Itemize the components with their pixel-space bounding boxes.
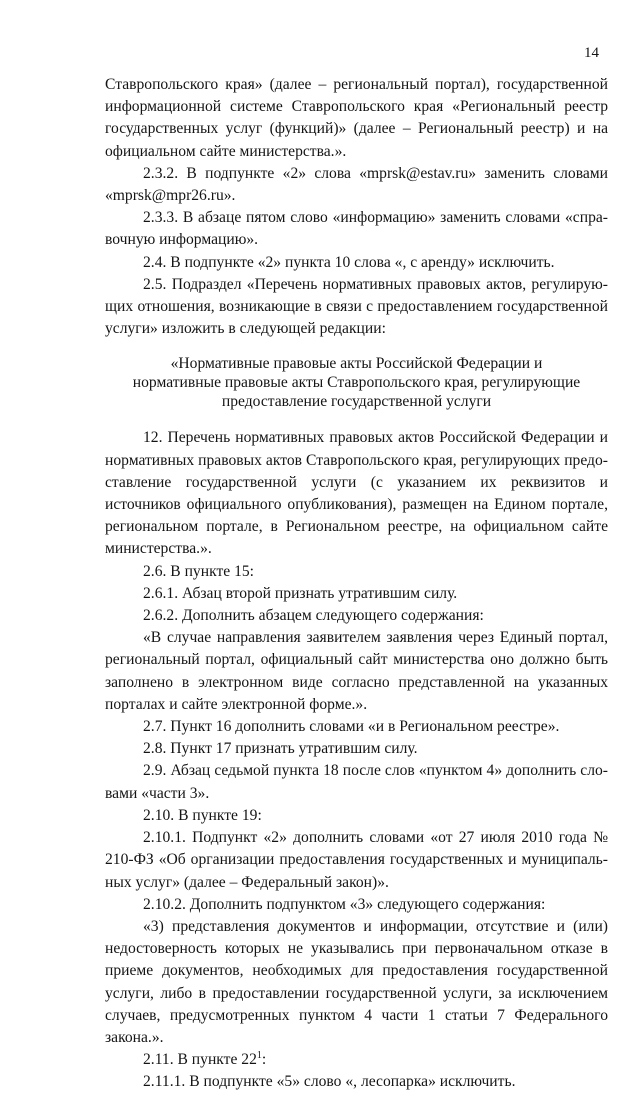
- section-heading-line: нормативные правовые акты Ставропольского края, регулирующие: [132, 374, 581, 392]
- section-heading-line: «Нормативные правовые акты Российской Федерации и: [170, 355, 543, 373]
- paragraph: 2.3.3. В абзаце пятом слово «информацию» заменить словами «справочную информацию».: [105, 209, 608, 249]
- section-heading: [105, 354, 608, 411]
- paragraph: «3) представления документов и информации, отсутствие и (или) недостоверность которых не указывались при первоначальном отказе в приеме документов, необходимых для предоставления государственной услуги, либо в предоставлении государственной услуги, за исключением случаев, предусмотренных пунктом 4 части 1 статьи 7 Федерального закона.».: [105, 917, 608, 1046]
- paragraph: 2.6.2. Дополнить абзацем следующего содержания:: [143, 607, 484, 625]
- page-number: 14: [584, 45, 599, 61]
- paragraph: 2.8. Пункт 17 признать утратившим силу.: [143, 740, 418, 758]
- paragraph: 2.10.1. Подпункт «2» дополнить словами «от 27 июля 2010 года № 210-ФЗ «Об организации предоставления государственных и муниципальных услуг» (далее – Федеральный закон)».: [105, 829, 608, 891]
- superscript: 1: [256, 1049, 262, 1061]
- paragraph: 2.7. Пункт 16 дополнить словами «и в Региональном реестре».: [143, 718, 560, 736]
- paragraph: 2.11.1. В подпункте «5» слово «, лесопарка» исключить.: [143, 1073, 516, 1091]
- paragraph: «В случае направления заявителем заявления через Единый портал, региональный портал, официальный сайт министерства оно должно быть заполнено в электронном виде согласно представленной на указанных порталах и сайте электронной форме.».: [105, 629, 608, 713]
- paragraph: 2.5. Подраздел «Перечень нормативных правовых актов, регулирующих отношения, возникающие в связи с предоставлением государственной услуги» изложить в следующей редакции:: [105, 275, 608, 338]
- paragraph: Ставропольского края» (далее – региональный портал), государственной информационной системе Ставропольского края «Региональный реестр государственных услуг (функций)» (далее – Региональный реестр) и на официальном сайте министерства.».: [105, 76, 608, 160]
- paragraph: 2.9. Абзац седьмой пункта 18 после слов «пунктом 4» дополнить словами «части 3».: [105, 762, 608, 802]
- paragraph: 12. Перечень нормативных правовых актов Российской Федерации и нормативных правовых актов Ставропольского края, регулирующих предоставление государственной услуги (с указанием их реквизитов и источников официального опубликования), размещен на Едином портале, региональном портале, в Региональном реестре, на официальном сайте министерства.».: [105, 429, 608, 558]
- paragraph-text: 2.11. В пункте 22: [143, 1051, 257, 1069]
- section-heading-line: предоставление государственной услуги: [221, 393, 492, 411]
- paragraph: [105, 1049, 608, 1071]
- paragraph: 2.4. В подпункте «2» пункта 10 слова «, с аренду» исключить.: [143, 253, 555, 271]
- document-body: [105, 74, 608, 1094]
- paragraph: 2.6. В пункте 15:: [143, 562, 255, 580]
- paragraph: 2.10. В пункте 19:: [143, 806, 262, 824]
- paragraph: 2.6.1. Абзац второй признать утратившим силу.: [143, 584, 458, 602]
- paragraph: 2.3.2. В подпункте «2» слова «mprsk@estav.ru» заменить словами «mprsk@mpr26.ru».: [105, 164, 608, 205]
- paragraph-text: :: [261, 1051, 267, 1069]
- paragraph: 2.10.2. Дополнить подпунктом «3» следующего содержания:: [143, 895, 546, 913]
